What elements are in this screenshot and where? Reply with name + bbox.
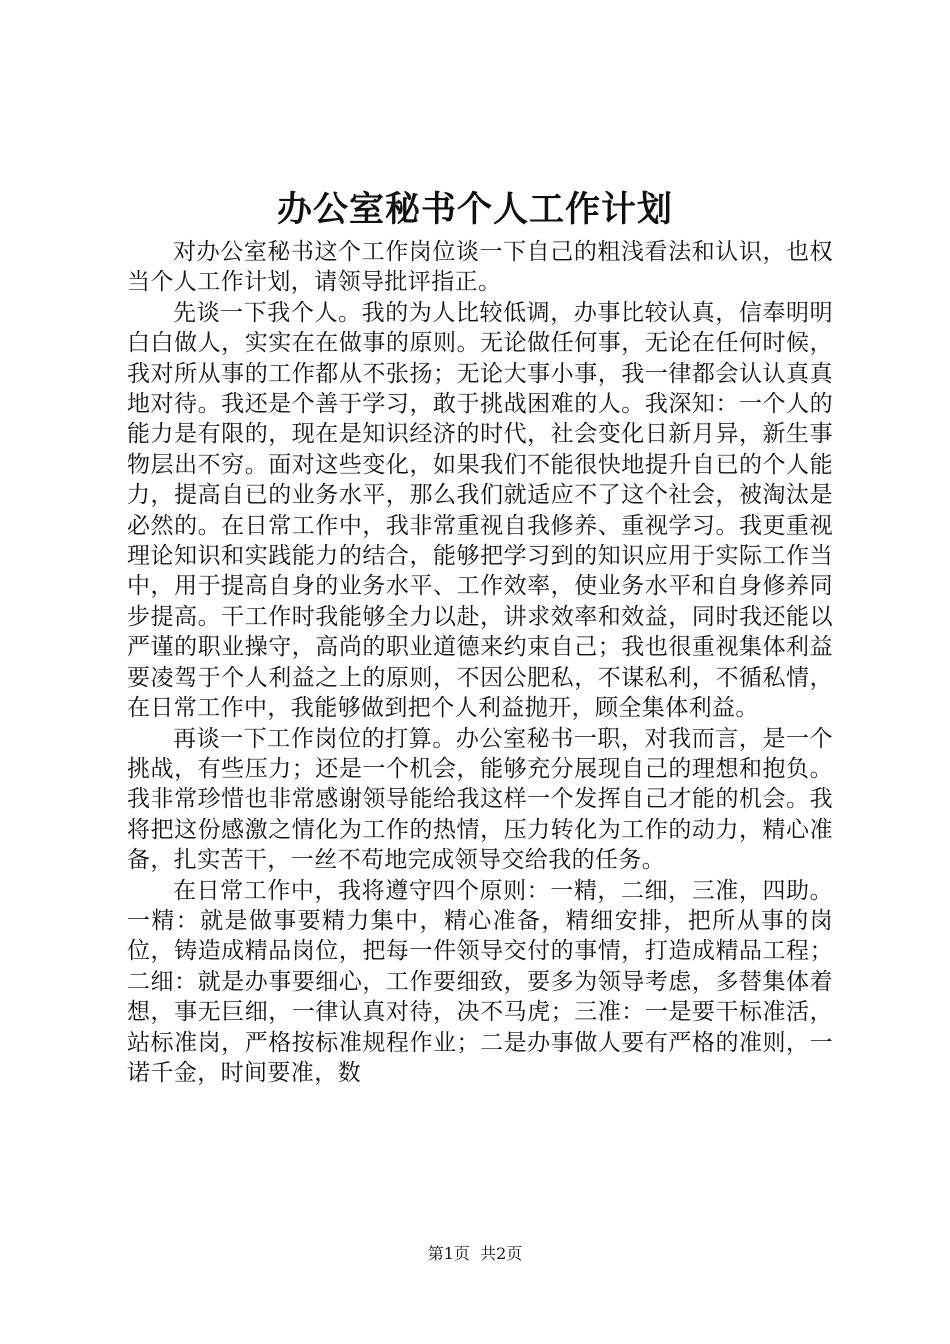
page-number: 第1页 — [427, 1244, 470, 1263]
paragraph-position-plan: 再谈一下工作岗位的打算。办公室秘书一职，对我而言，是一个挑战，有些压力；还是一个机会，能够充分展现自己的理想和抱负。我非常珍惜也非常感谢领导能给我这样一个发挥自己才能的机会。我将把这份感激之情化为工作的热情，压力转化为工作的动力，精心准备，扎实苦干，一丝不苟地完成领导交给我的任务。 — [127, 725, 833, 874]
paragraph-intro: 对办公室秘书这个工作岗位谈一下自己的粗浅看法和认识，也权当个人工作计划，请领导批评指正。 — [127, 239, 833, 296]
document-title: 办公室秘书个人工作计划 — [276, 189, 673, 230]
footer-spacer — [470, 1244, 480, 1263]
paragraph-personal: 先谈一下我个人。我的为人比较低调，办事比较认真，信奉明明白白做人，实实在在做事的原则。无论做任何事，无论在任何时候，我对所从事的工作都从不张扬；无论大事小事，我一律都会认认真真地对待。我还是个善于学习，敢于挑战困难的人。我深知：一个人的能力是有限的，现在是知识经济的时代，社会变化日新月异，新生事物层出不穷。面对这些变化，如果我们不能很快地提升自已的个人能力，提高自已的业务水平，那么我们就适应不了这个社会，被淘汰是必然的。在日常工作中，我非常重视自我修养、重视学习。我更重视理论知识和实践能力的结合，能够把学习到的知识应用于实际工作当中，用于提高自身的业务水平、工作效率，使业务水平和自身修养同步提高。干工作时我能够全力以赴，讲求效率和效益，同时我还能以严谨的职业操守，高尚的职业道德来约束自己；我也很重视集体利益要凌驾于个人利益之上的原则，不因公肥私，不谋私利，不循私情，在日常工作中，我能够做到把个人利益抛开，顾全集体利益。 — [127, 299, 833, 722]
page-footer — [0, 1243, 950, 1265]
document-body — [127, 237, 833, 1088]
paragraph-principles: 在日常工作中，我将遵守四个原则：一精，二细，三准，四助。一精：就是做事要精力集中，精心准备，精细安排，把所从事的岗位，铸造成精品岗位，把每一件领导交付的事情，打造成精品工程；二细：就是办事要细心，工作要细致，要多为领导考虑，多替集体着想，事无巨细，一律认真对待，决不马虎；三准：一是要干标准活，站标准岗，严格按标准规程作业；二是办事做人要有严格的准则，一诺千金，时间要准，数 — [127, 877, 833, 1086]
page-total: 共2页 — [480, 1244, 523, 1263]
